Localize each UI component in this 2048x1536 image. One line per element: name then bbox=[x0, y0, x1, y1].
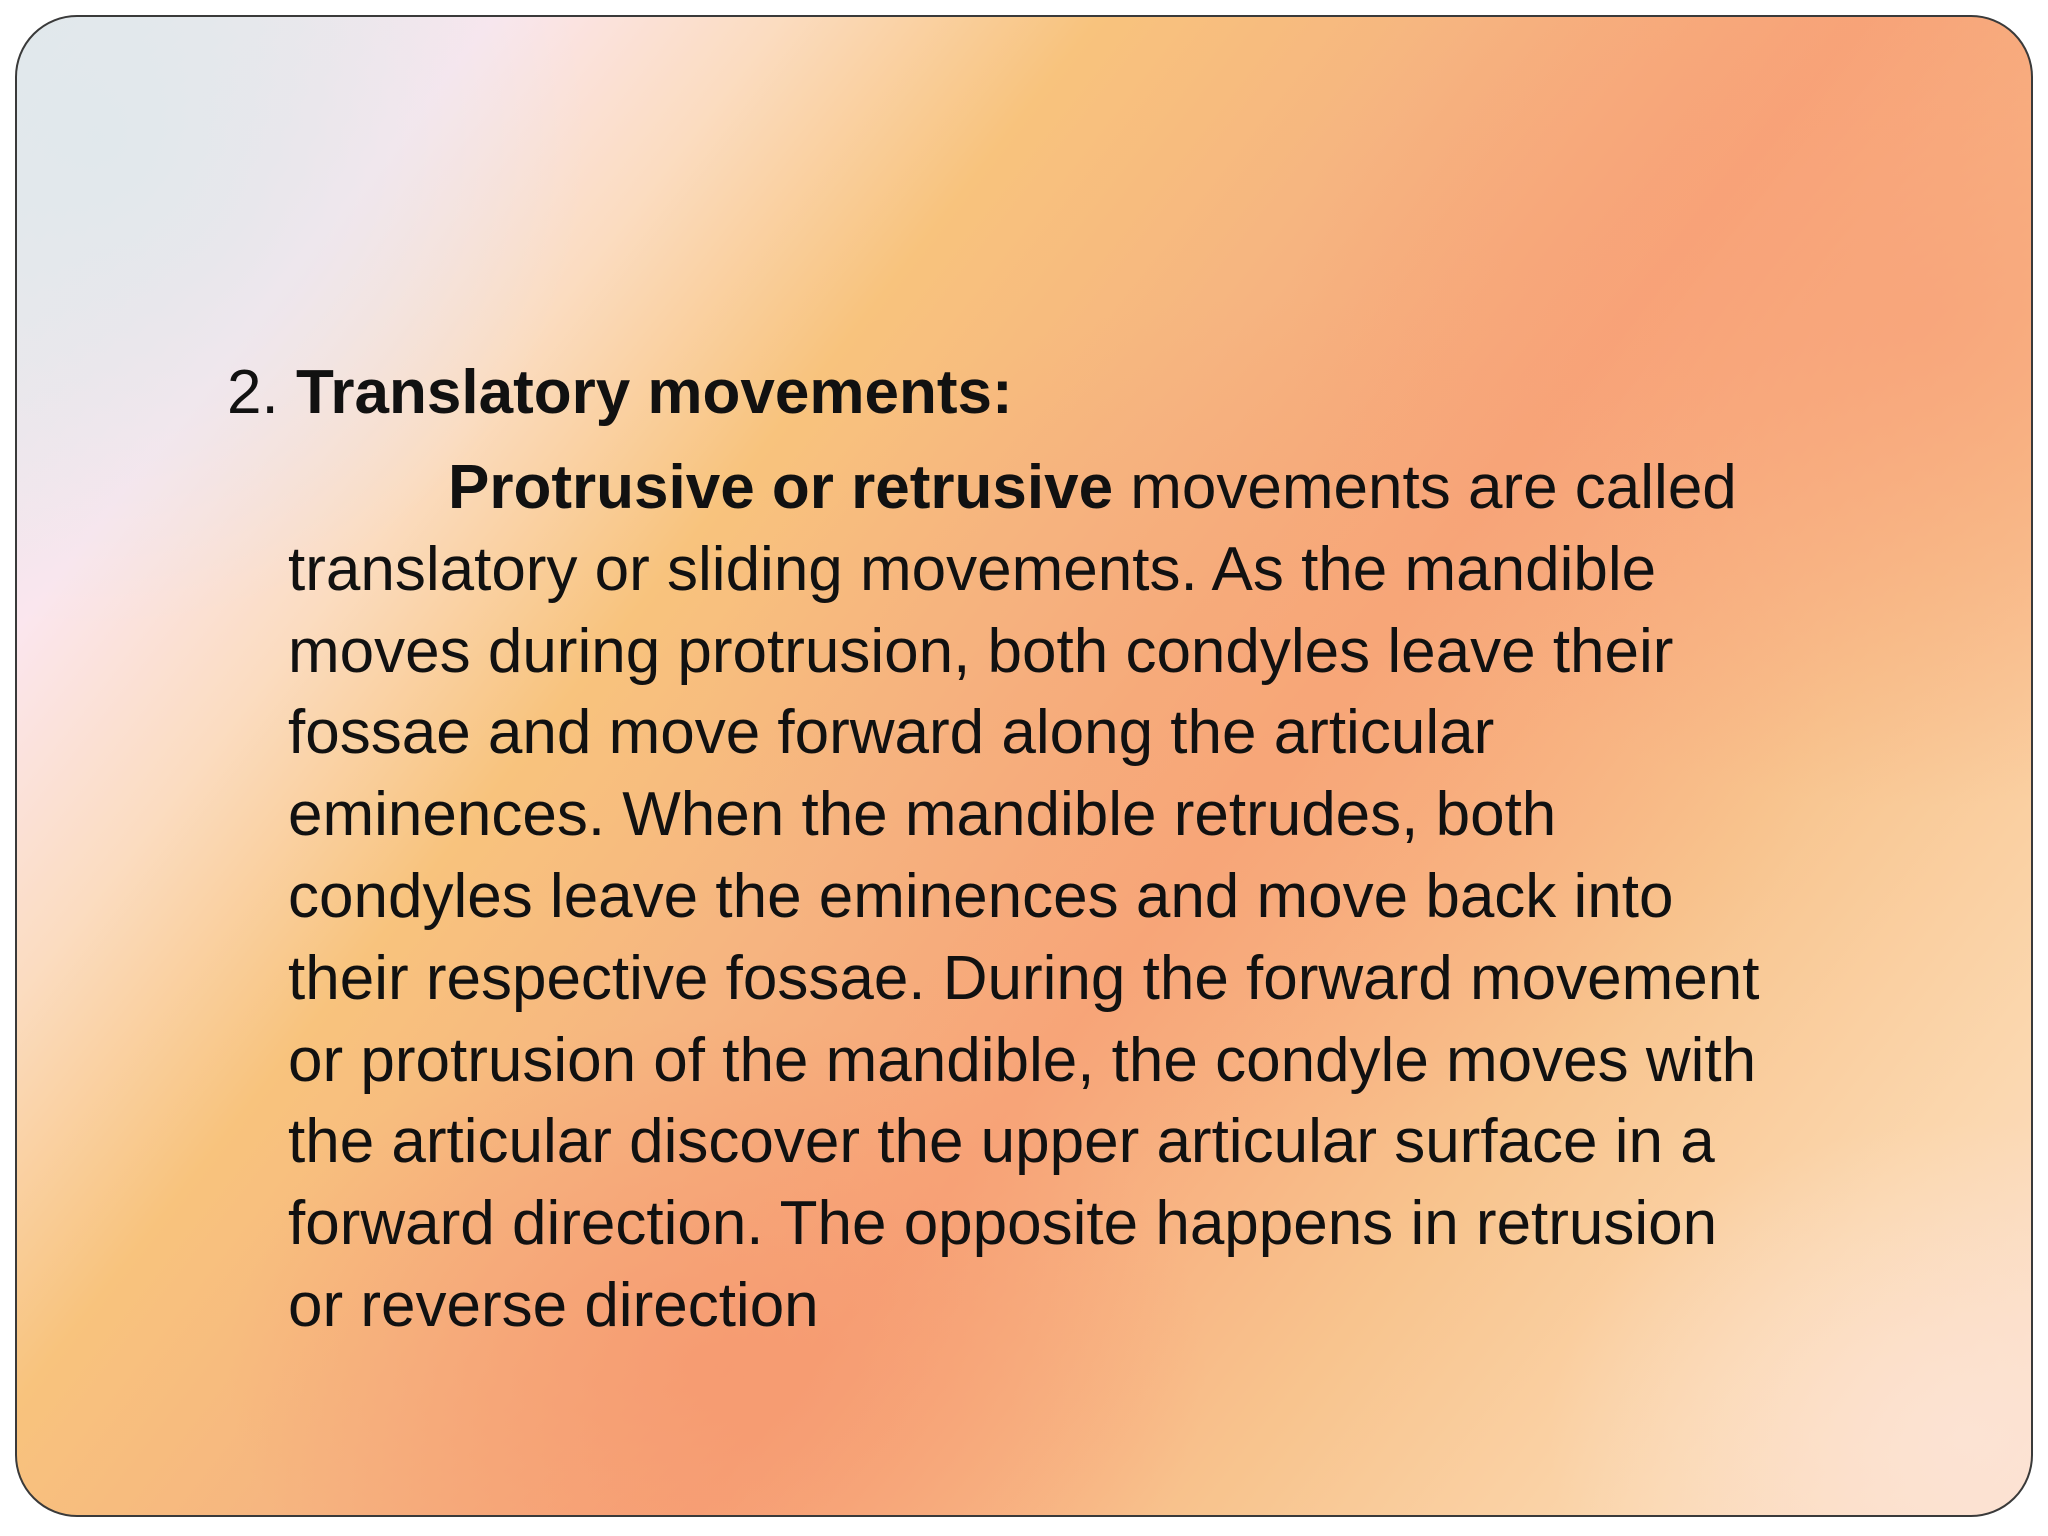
body-paragraph bbox=[288, 447, 1968, 1347]
paragraph-line: their respective fossae. During the forward movement bbox=[288, 943, 1760, 1013]
paragraph-line: condyles leave the eminences and move back into bbox=[288, 861, 1674, 931]
paragraph-line: the articular discover the upper articular surface in a bbox=[288, 1107, 1715, 1177]
slide bbox=[15, 15, 2033, 1517]
paragraph-line: forward direction. The opposite happens in retrusion bbox=[288, 1189, 1718, 1259]
paragraph-line: or protrusion of the mandible, the condyle moves with bbox=[288, 1025, 1757, 1095]
paragraph-line bbox=[288, 447, 1968, 529]
slide-content bbox=[17, 17, 2031, 1515]
paragraph-line: eminences. When the mandible retrudes, both bbox=[288, 780, 1557, 850]
paragraph-line: translatory or sliding movements. As the mandible bbox=[288, 534, 1657, 604]
section-heading bbox=[227, 353, 1013, 433]
paragraph-line: moves during protrusion, both condyles leave their bbox=[288, 616, 1674, 686]
paragraph-line: fossae and move forward along the articular bbox=[288, 698, 1495, 768]
heading-number: 2. bbox=[227, 358, 279, 427]
heading-title: Translatory movements: bbox=[295, 358, 1013, 427]
paragraph-line: or reverse direction bbox=[288, 1270, 819, 1340]
paragraph-lead-rest: movements are called bbox=[1130, 453, 1737, 522]
paragraph-lead-bold: Protrusive or retrusive bbox=[448, 453, 1114, 522]
